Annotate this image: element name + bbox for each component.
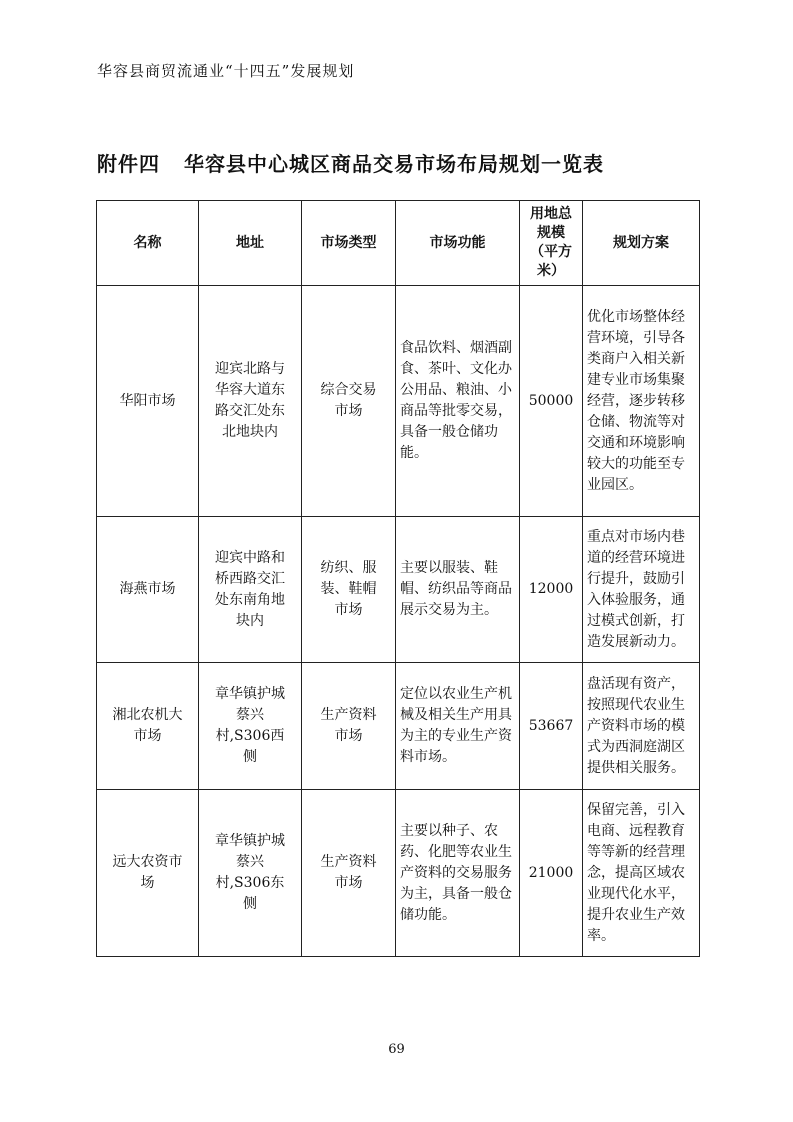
market-type: 生产资料市场: [302, 663, 396, 790]
title-text: 华容县中心城区商品交易市场布局规划一览表: [184, 152, 604, 176]
market-plan: 优化市场整体经营环境，引导各类商户入相关新建专业市场集聚经营，逐步转移仓储、物流等对交通和环境影响较大的功能至专业园区。: [583, 286, 700, 517]
market-name: 海燕市场: [97, 517, 199, 663]
table-row: [97, 663, 700, 790]
market-address: 章华镇护城蔡兴村,S306东侧: [199, 790, 302, 957]
column-header-address: 地址: [199, 201, 302, 286]
column-header-name: 名称: [97, 201, 199, 286]
market-address: 章华镇护城蔡兴村,S306西侧: [199, 663, 302, 790]
market-area: 53667: [520, 663, 583, 790]
market-address: 迎宾北路与华容大道东路交汇处东北地块内: [199, 286, 302, 517]
market-function: 主要以种子、农药、化肥等农业生产资料的交易服务为主，具备一般仓储功能。: [396, 790, 520, 957]
column-header-plan: 规划方案: [583, 201, 700, 286]
table-row: [97, 286, 700, 517]
market-name: 湘北农机大市场: [97, 663, 199, 790]
market-type: 纺织、服装、鞋帽市场: [302, 517, 396, 663]
table-row: [97, 517, 700, 663]
market-area: 21000: [520, 790, 583, 957]
market-type: 综合交易市场: [302, 286, 396, 517]
market-name: 华阳市场: [97, 286, 199, 517]
market-area: 50000: [520, 286, 583, 517]
column-header-area: 用地总规模（平方米）: [520, 201, 583, 286]
market-function: 定位以农业生产机械及相关生产用具为主的专业生产资料市场。: [396, 663, 520, 790]
market-name: 远大农资市场: [97, 790, 199, 957]
running-header: 华容县商贸流通业“十四五”发展规划: [97, 62, 355, 80]
market-plan: 重点对市场内巷道的经营环境进行提升，鼓励引入体验服务，通过模式创新，打造发展新动力。: [583, 517, 700, 663]
market-layout-table: [96, 200, 700, 957]
market-address: 迎宾中路和桥西路交汇处东南角地块内: [199, 517, 302, 663]
page-title: [97, 148, 604, 177]
market-plan: 保留完善，引入电商、远程教育等等新的经营理念，提高区域农业现代化水平，提升农业生产效率。: [583, 790, 700, 957]
market-function: 食品饮料、烟酒副食、茶叶、文化办公用品、粮油、小商品等批零交易，具备一般仓储功能。: [396, 286, 520, 517]
page-number: 69: [388, 1042, 405, 1057]
market-function: 主要以服装、鞋帽、纺织品等商品展示交易为主。: [396, 517, 520, 663]
column-header-function: 市场功能: [396, 201, 520, 286]
title-prefix: 附件四: [97, 152, 160, 176]
column-header-type: 市场类型: [302, 201, 396, 286]
market-area: 12000: [520, 517, 583, 663]
market-type: 生产资料市场: [302, 790, 396, 957]
market-plan: 盘活现有资产，按照现代农业生产资料市场的模式为西洞庭湖区提供相关服务。: [583, 663, 700, 790]
table-row: [97, 790, 700, 957]
table-header-row: [97, 201, 700, 286]
